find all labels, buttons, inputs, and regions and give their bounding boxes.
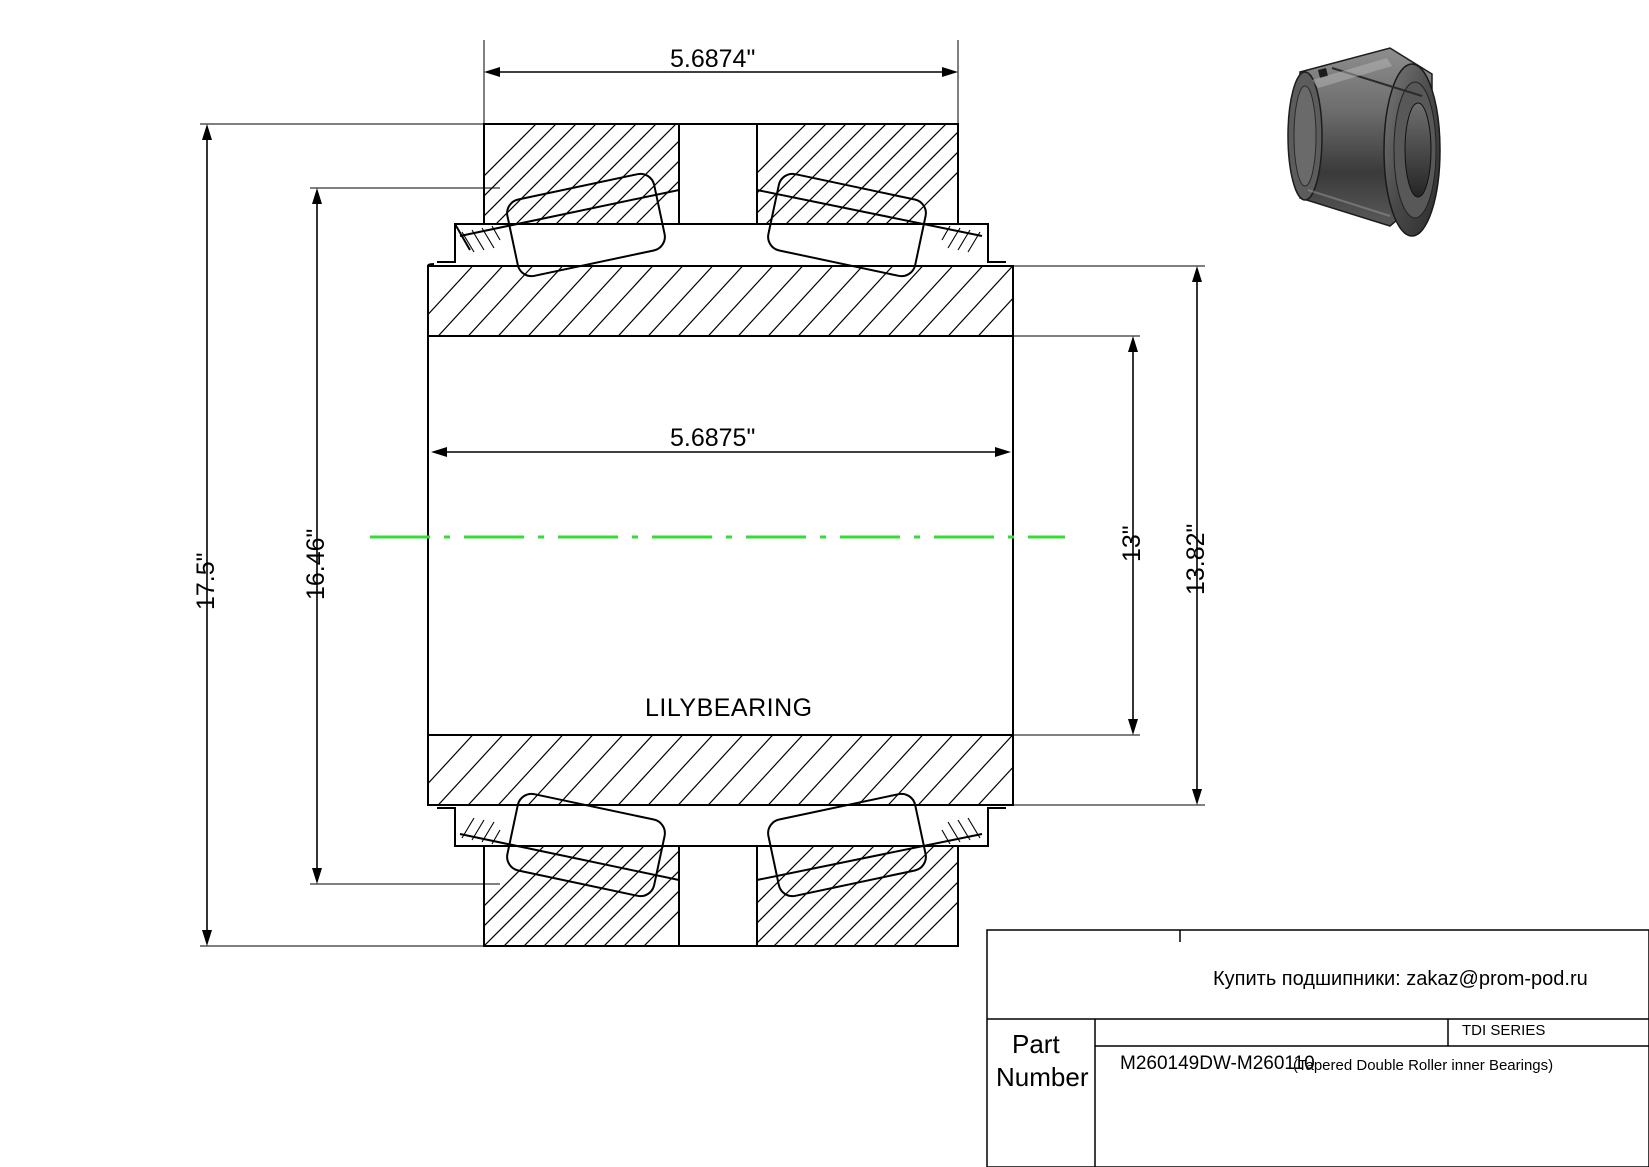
dim-top-width: 5.6874" [670,45,756,73]
dim-inner-height: 13.82" [1182,523,1210,595]
series-label: TDI SERIES [1462,1022,1546,1039]
bearing-photo [1288,48,1440,236]
part-label-line2: Number [996,1062,1089,1092]
dim-bore-height: 13" [1118,525,1146,562]
part-label-line1: Part [1012,1029,1060,1059]
title-block-lines [987,930,1649,1167]
part-number: M260149DW-M260110 [1120,1053,1315,1074]
contact-line: Купить подшипники: zakaz@prom-pod.ru [1213,968,1588,990]
dim-inner-width: 5.6875" [670,424,756,452]
part-description: (Tapered Double Roller inner Bearings) [1293,1057,1554,1074]
brand-label: LILYBEARING [645,694,813,722]
dim-outer-height: 17.5" [192,552,220,610]
dim-race-height: 16.46" [302,528,330,600]
